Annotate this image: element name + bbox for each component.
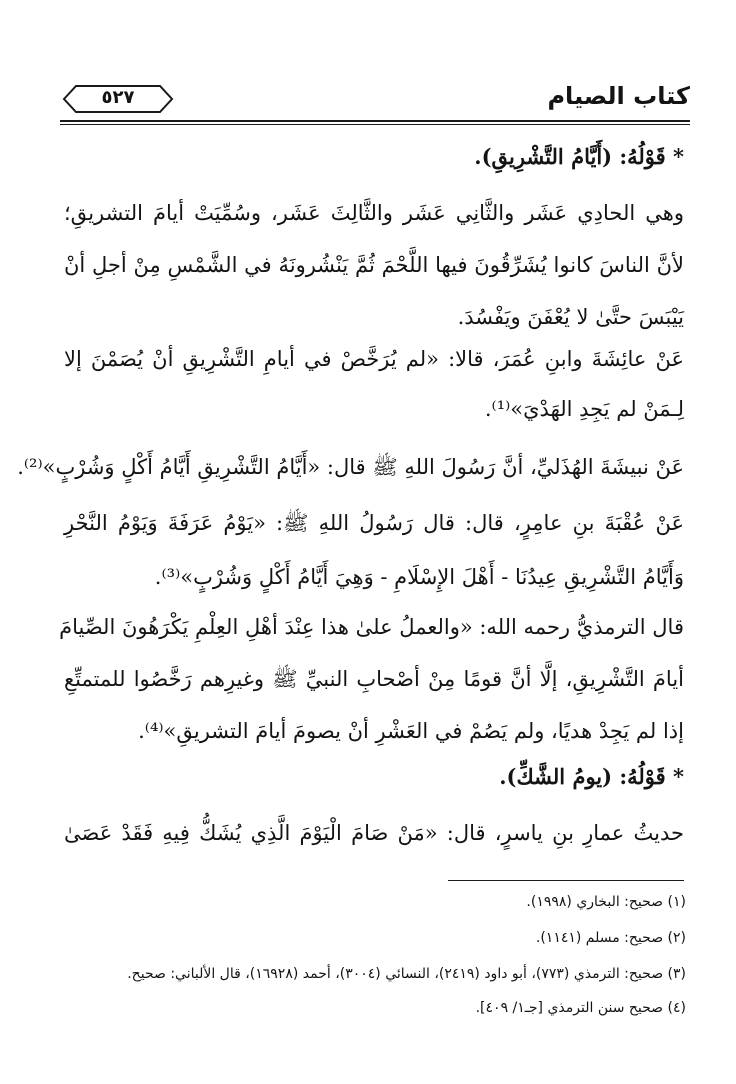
page-header: [60, 80, 690, 120]
body-line: لِـمَنْ لم يَجِدِ الهَدْيَ»⁽¹⁾.: [484, 397, 684, 421]
header-rule-thin: [60, 124, 690, 125]
section-heading-ayyam-tashriq: * قَوْلُهُ: (أَيَّامُ التَّشْرِيقِ).: [474, 144, 684, 169]
header-rule: [60, 120, 690, 122]
body-line: قال الترمذيُّ رحمه الله: «والعملُ علىٰ هذا عِنْدَ أهْلِ العِلْمِ يَكْرَهُونَ الصِّيامَ: [59, 615, 684, 639]
footnote: (٣) صحيح: الترمذي (٧٧٣)، أبو داود (٢٤١٩)، النسائي (٣٠٠٤)، أحمد (١٦٩٢٨)، قال الألباني: صحيح.: [127, 966, 686, 982]
footnote: (٢) صحيح: مسلم (١١٤١).: [535, 930, 686, 946]
hadith-line: عَنْ عُقْبَةَ بنِ عامِرٍ، قال: قال رَسُولُ اللهِ ﷺ: «يَوْمُ عَرَفَةَ وَيَوْمُ النَّحْرِ: [64, 511, 684, 535]
footnote: (١) صحيح: البخاري (١٩٩٨).: [526, 894, 686, 910]
hadith-line: وَأَيَّامُ التَّشْرِيقِ عِيدُنَا - أَهْلَ الإِسْلَامِ - وَهِيَ أَيَّامُ أَكْلٍ وَشُرْبٍ»⁽³⁾.: [154, 565, 684, 589]
book-title: كتاب الصيام: [547, 82, 690, 110]
body-line: يَيْبَسَ حتَّىٰ لا يُعْفَنَ ويَفْسُدَ.: [457, 305, 684, 329]
body-line: أيامَ التَّشْرِيقِ، إلَّا أنَّ قومًا مِنْ أصْحابِ النبيِّ ﷺ وغيرِهم رَخَّصُوا للمتمتِّعِ: [64, 667, 684, 691]
page-number: ٥٢٧: [101, 87, 135, 108]
body-line: وهي الحادِي عَشَر والثَّانِي عَشَر والثَّالِثَ عَشَر، وسُمِّيَتْ أيامَ التشريقِ؛: [64, 201, 684, 225]
hadith-line: حديثُ عمارِ بنِ ياسرٍ، قال: «مَنْ صَامَ الْيَوْمَ الَّذِي يُشَكُّ فِيهِ فَقَدْ عَصَىٰ: [64, 821, 684, 845]
footnote-separator: [448, 880, 684, 881]
footnote: (٤) صحيح سنن الترمذي [جـ١/ ٤٠٩].: [475, 1000, 686, 1016]
page-number-frame: [62, 84, 174, 112]
hadith-line: عَنْ نبيشَةَ الهُذَليِّ، أنَّ رَسُولَ اللهِ ﷺ قال: «أَيَّامُ التَّشْرِيقِ أَيَّامُ أَكْلٍ وَشُرْبٍ»⁽²⁾.: [17, 455, 684, 479]
body-line: إذا لم يَجِدْ هديًا، ولم يَصُمْ في العَشْرِ أنْ يصومَ أيامَ التشريقِ»⁽⁴⁾.: [138, 719, 684, 743]
body-line: عَنْ عائِشَةَ وابنِ عُمَرَ، قالا: «لم يُرَخَّصْ في أيامِ التَّشْرِيقِ أنْ يُصَمْنَ إلا: [64, 347, 684, 371]
body-line: لأنَّ الناسَ كانوا يُشَرِّقُونَ فيها اللَّحْمَ ثُمَّ يَنْشُرونَهُ في الشَّمْسِ مِنْ أجلِ أنْ: [64, 253, 684, 277]
section-heading-yawm-shakk: * قَوْلُهُ: (يومُ الشَّكِّ).: [499, 764, 684, 789]
